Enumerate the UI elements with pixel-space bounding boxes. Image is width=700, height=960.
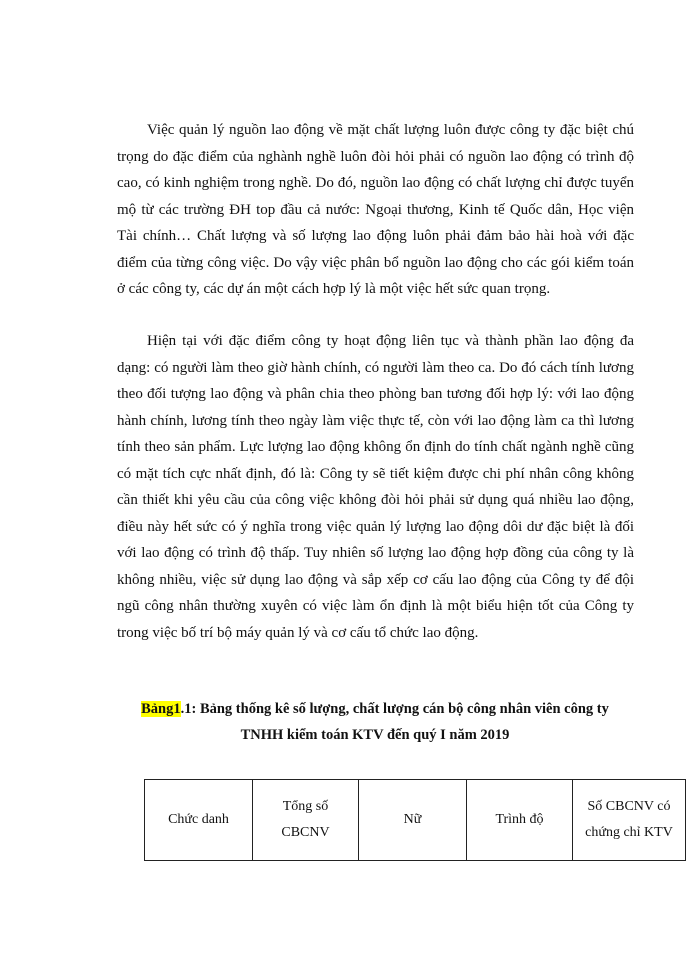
table-caption-title: .1: Bảng thống kê số lượng, chất lượng cán bộ công nhân viên công ty [180, 701, 609, 717]
staff-statistics-table [144, 779, 686, 861]
paragraph-labor-salary: Hiện tại với đặc điểm công ty hoạt động liên tục và thành phần lao động đa dạng: có người làm theo giờ hành chính, có người làm theo ca. Do đó cách tính lương theo đối tượng lao động và phân chia theo phòng ban tương đối hợp lý: với lao động hành chính, lương tính theo ngày làm việc thực tế, còn với lao động làm ca thì lương tính theo sản phẩm. Lực lượng lao động không ổn định do tính chất ngành nghề cũng có mặt tích cực nhất định, đó là: Công ty sẽ tiết kiệm được chi phí nhân công không cần thiết khi yêu cầu của công việc không đòi hỏi phải sử dụng quá nhiều lao động, điều này hết sức có ý nghĩa trong việc quản lý lượng lao động dôi dư đặc biệt là đối với lao động có trình độ thấp. Tuy nhiên số lượng lao động hợp đồng của công ty là không nhiều, việc sử dụng lao động và sắp xếp cơ cấu lao động của Công ty để đội ngũ công nhân thường xuyên có việc làm ổn định là một biểu hiện tốt của Công ty trong việc bố trí bộ máy quản lý và cơ cấu tổ chức lao động. [117, 333, 634, 641]
header-ktv-certified: Số CBCNV có chứng chỉ KTV [573, 780, 686, 861]
header-total-staff: Tổng số CBCNV [253, 780, 359, 861]
header-position: Chức danh [145, 780, 253, 861]
paragraph-labor-quality: Việc quản lý nguồn lao động về mặt chất lượng luôn được công ty đặc biệt chú trọng do đặc điểm của nghành nghề luôn đòi hỏi phải có nguồn lao động có trình độ cao, có kinh nghiệm trong nghề. Do đó, nguồn lao động có chất lượng chỉ được tuyển mộ từ các trường ĐH top đầu cả nước: Ngoại thương, Kinh tế Quốc dân, Học viện Tài chính… Chất lượng và số lượng lao động luôn phải đảm bảo hài hoà với đặc điểm của từng công việc. Do vậy việc phân bổ nguồn lao động cho các gói kiểm toán ở các công ty, các dự án một cách hợp lý là một việc hết sức quan trọng. [117, 122, 634, 297]
header-female: Nữ [359, 780, 467, 861]
table-header-row [145, 780, 686, 861]
table-label-highlight: Bảng1 [141, 701, 181, 717]
header-qualification: Trình độ [467, 780, 573, 861]
table-caption-line-2: TNHH kiểm toán KTV đến quý I năm 2019 [240, 727, 510, 743]
